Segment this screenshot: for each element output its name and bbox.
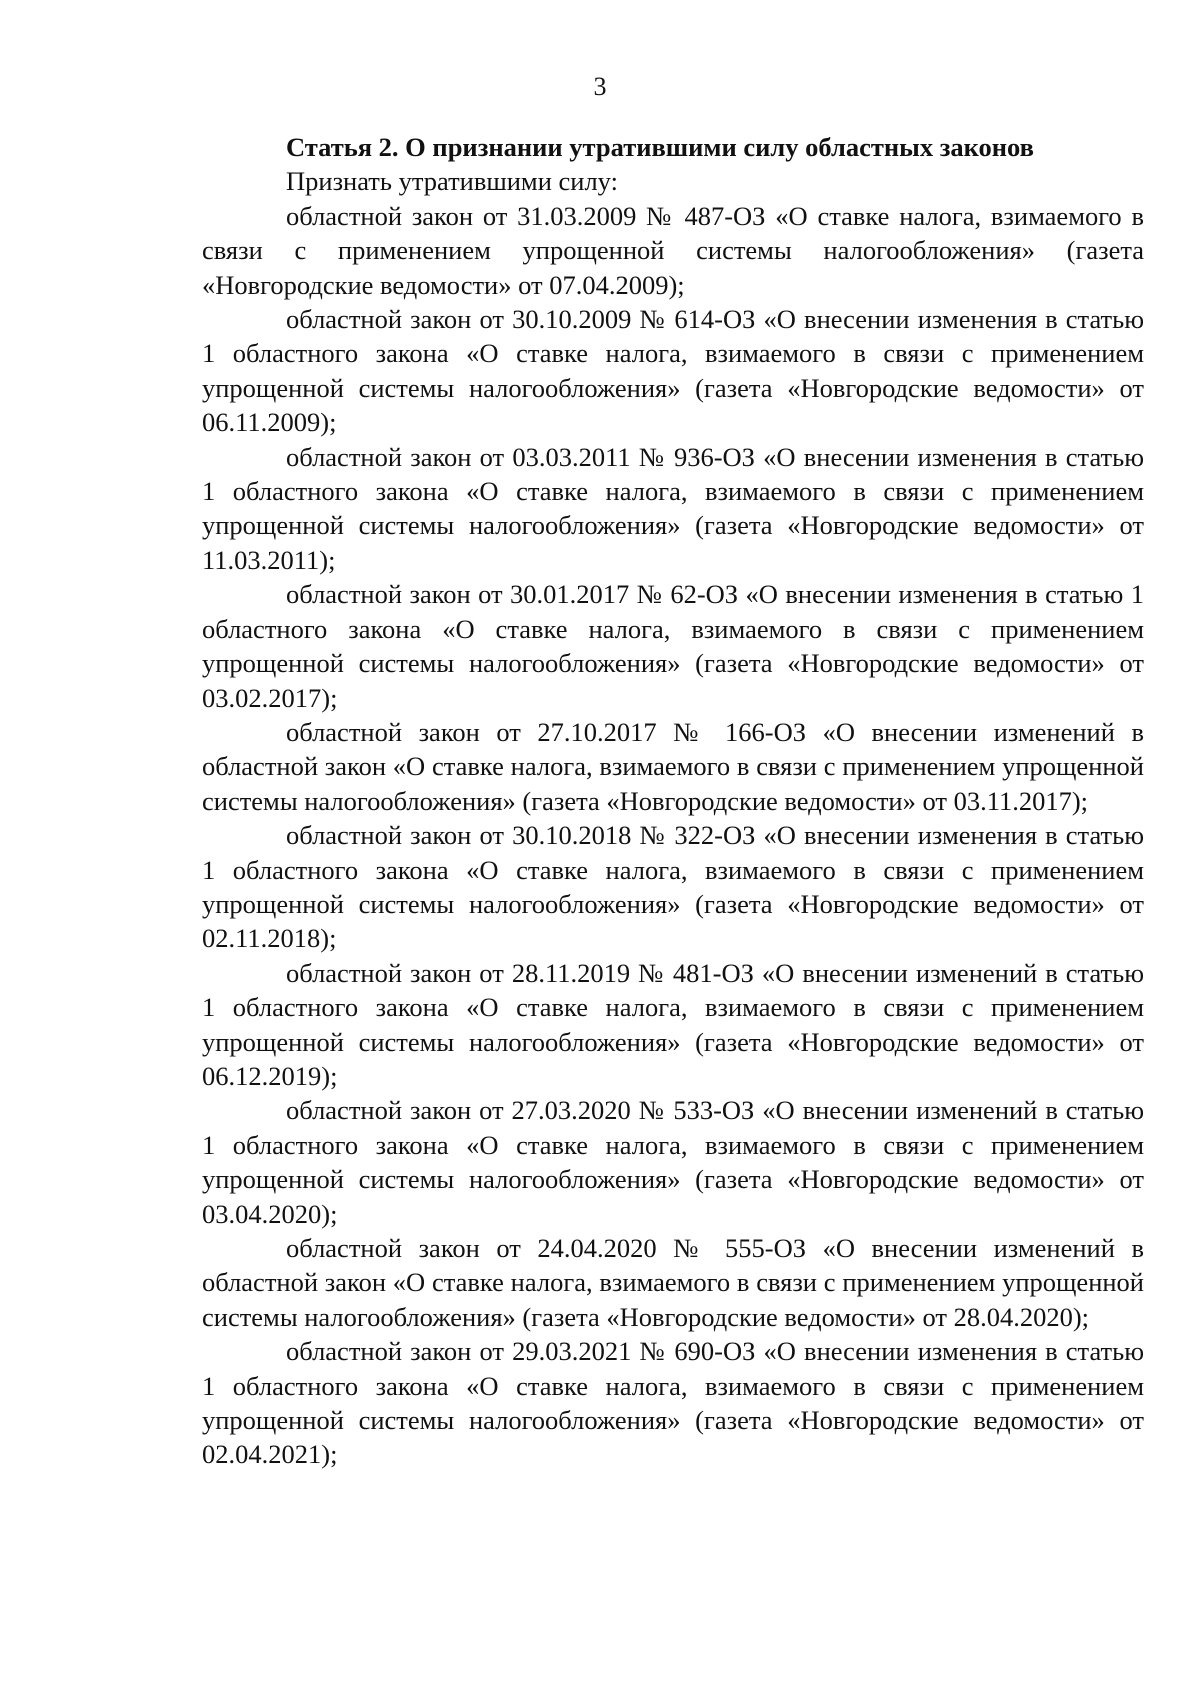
list-item: областной закон от 30.01.2017 № 62-ОЗ «О внесении изменения в статью 1 областного закона «О ставке налога, взимаемого в связи с применением упрощенной системы налогообложения» (газета «Новгородские ведомости» от 03.02.2017); — [202, 579, 1144, 713]
list-item: областной закон от 27.10.2017 № 166-ОЗ «О внесении изменений в областной закон «О ставке налога, взимаемого в связи с применением упрощенной системы налогообложения» (газета «Новгородские ведомости» от 03.11.2017); — [202, 716, 1144, 816]
list-item: областной закон от 03.03.2011 № 936-ОЗ «О внесении изменения в статью 1 областного закона «О ставке налога, взимаемого в связи с применением упрощенной системы налогообложения» (газета «Новгородские ведомости» от 11.03.2011); — [202, 441, 1144, 575]
article-intro: Признать утратившими силу: — [286, 166, 618, 197]
list-item: областной закон от 27.03.2020 № 533-ОЗ «О внесении изменений в статью 1 областного закона «О ставке налога, взимаемого в связи с применением упрощенной системы налогообложения» (газета «Новгородские ведомости» от 03.04.2020); — [202, 1095, 1144, 1229]
list-item: областной закон от 29.03.2021 № 690-ОЗ «О внесении изменения в статью 1 областного закона «О ставке налога, взимаемого в связи с применением упрощенной системы налогообложения» (газета «Новгородские ведомости» от 02.04.2021); — [202, 1336, 1144, 1470]
list-item: областной закон от 30.10.2009 № 614-ОЗ «О внесении изменения в статью 1 областного закона «О ставке налога, взимаемого в связи с применением упрощенной системы налогообложения» (газета «Новгородские ведомости» от 06.11.2009); — [202, 304, 1144, 438]
list-item: областной закон от 31.03.2009 № 487-ОЗ «О ставке налога, взимаемого в связи с применением упрощенной системы налогообложения» (газета «Новгородские ведомости» от 07.04.2009); — [202, 200, 1144, 300]
list-item: областной закон от 30.10.2018 № 322-ОЗ «О внесении изменения в статью 1 областного закона «О ставке налога, взимаемого в связи с применением упрощенной системы налогообложения» (газета «Новгородские ведомости» от 02.11.2018); — [202, 820, 1144, 954]
page-number: 3 — [593, 72, 607, 101]
list-item: областной закон от 24.04.2020 № 555-ОЗ «О внесении изменений в областной закон «О ставке налога, взимаемого в связи с применением упрощенной системы налогообложения» (газета «Новгородские ведомости» от 28.04.2020); — [202, 1233, 1144, 1332]
list-item: областной закон от 28.11.2019 № 481-ОЗ «О внесении изменений в статью 1 областного закона «О ставке налога, взимаемого в связи с применением упрощенной системы налогообложения» (газета «Новгородские ведомости» от 06.12.2019); — [202, 957, 1144, 1091]
article-body — [202, 130, 1144, 1472]
article-title: Статья 2. О признании утратившими силу областных законов — [286, 132, 1034, 162]
